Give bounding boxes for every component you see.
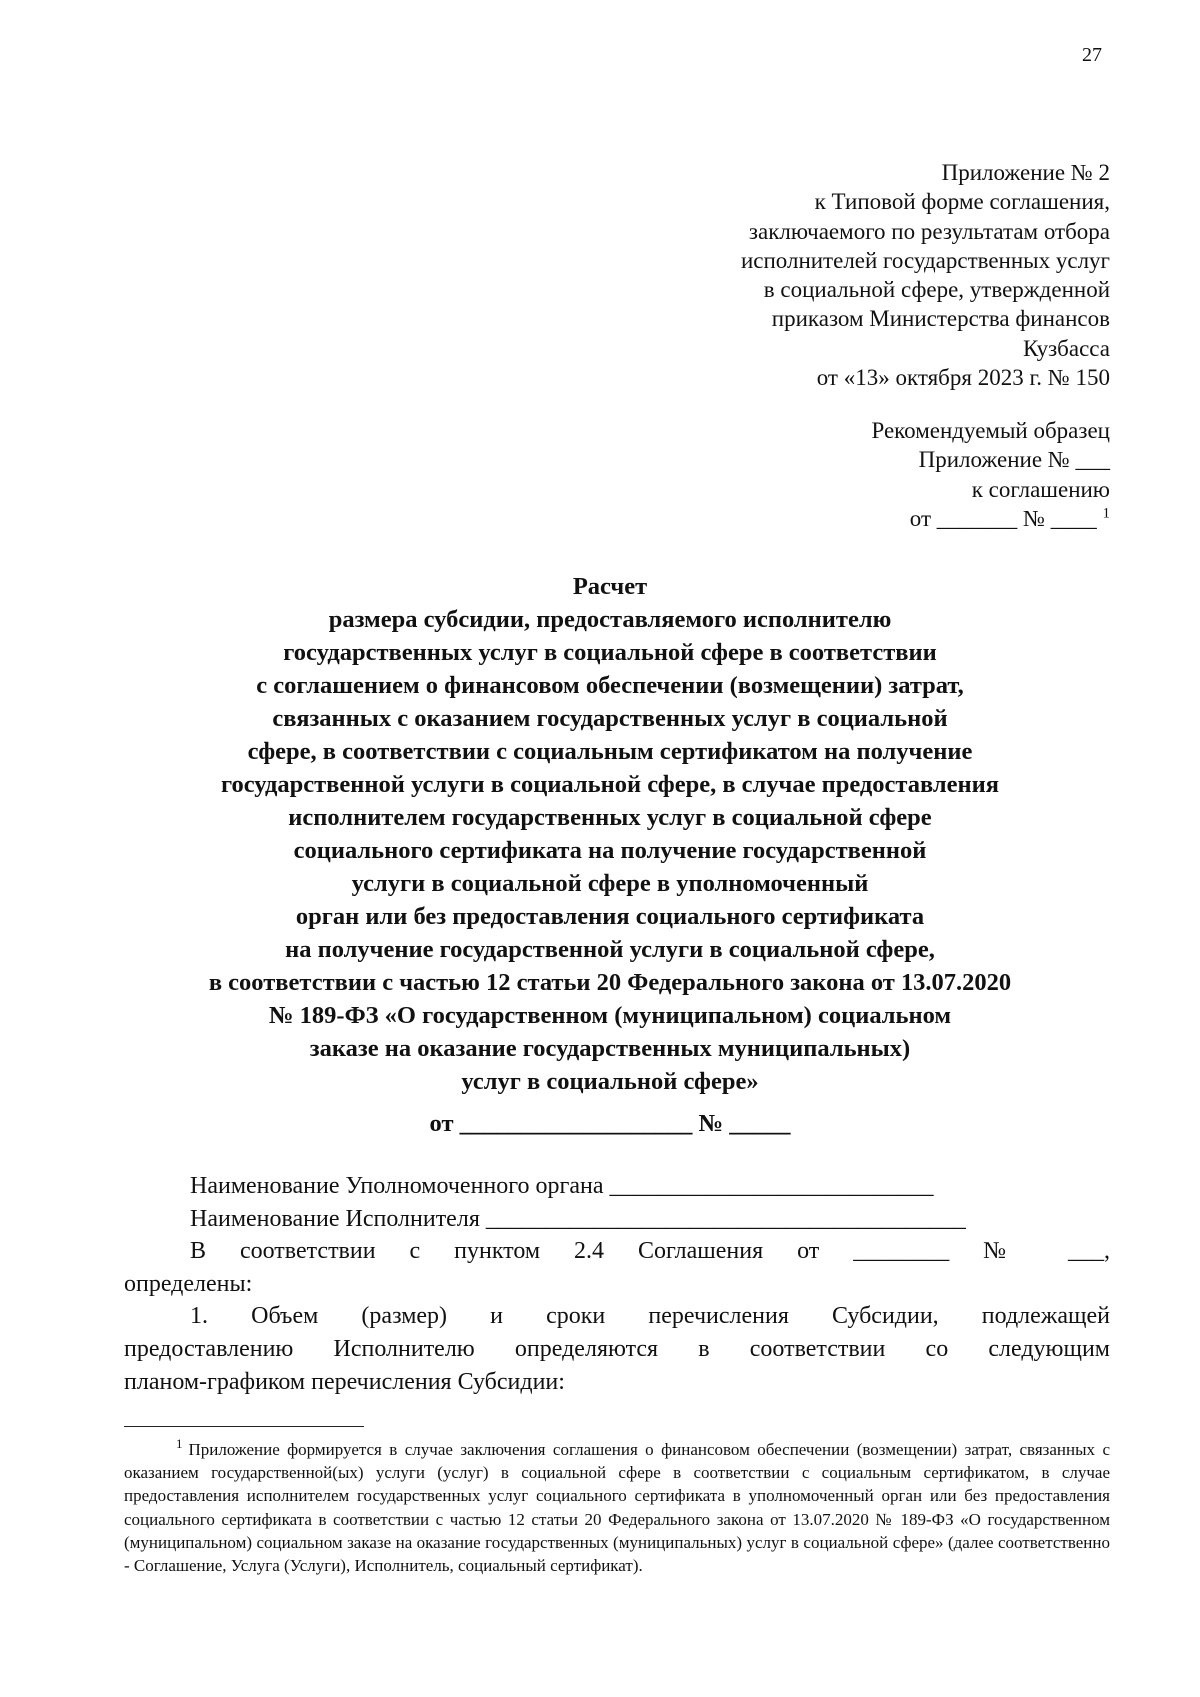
title-line: социального сертификата на получение государственной <box>293 837 927 864</box>
document-body <box>124 1170 1110 1398</box>
agreement-date-line <box>610 504 1110 533</box>
title-line: № 189-ФЗ «О государственном (муниципальном) социальном <box>268 1002 952 1029</box>
executor-name-line: Наименование Исполнителя ________________________________________ <box>190 1205 966 1232</box>
page-number: 27 <box>1082 44 1102 66</box>
title-line: связанных с оказанием государственных услуг в социальной <box>272 705 948 732</box>
recommended-sample-block <box>610 416 1110 533</box>
title-line: государственных услуг в социальной сфере в соответствии <box>283 639 937 666</box>
clause-line: определены: <box>124 1270 253 1297</box>
appendix-header-line: в социальной сфере, утвержденной <box>763 277 1110 303</box>
appendix-header-line: заключаемого по результатам отбора <box>748 218 1110 244</box>
document-title <box>100 570 1120 1098</box>
appendix-header-line: исполнителей государственных услуг <box>740 247 1110 273</box>
title-line: заказе на оказание государственных муниципальных) <box>309 1035 911 1062</box>
appendix-header-line: Приложение № 2 <box>941 160 1110 185</box>
clause-line: В соответствии с пунктом 2.4 Соглашения от ________ № ___, <box>190 1238 1110 1265</box>
title-line: услуг в социальной сфере» <box>461 1068 759 1095</box>
footnote <box>124 1438 1110 1577</box>
footnote-divider <box>124 1426 364 1427</box>
item-1-line: 1. Объем (размер) и сроки перечисления Субсидии, подлежащей <box>190 1303 1110 1330</box>
authority-name-line: Наименование Уполномоченного органа ___________________________ <box>190 1173 934 1199</box>
title-line: размера субсидии, предоставляемого исполнителю <box>328 606 892 633</box>
appendix-number-line: Приложение № ___ <box>918 447 1110 473</box>
appendix-header <box>410 158 1110 392</box>
footnote-text: Приложение формируется в случае заключения соглашения о финансовом обеспечении (возмещении) затрат, связанных с оказанием государственной(ых) услуги (услуг) в социальной сфере в соответствии с социальным сертификатом, в случае предоставления исполнителем государственных услуг социального сертификата в уполномоченный орган или без предоставления социального сертификата в соответствии с частью 12 статьи 20 Федерального закона от 13.07.2020 № 189-ФЗ «О государственном (муниципальном) социальном заказе на оказание государственных (муниципальных) услуг в социальной сфере» (далее соответственно - Соглашение, Услуга (Услуги), Исполнитель, социальный сертификат). <box>124 1440 1110 1576</box>
footnote-reference: 1 <box>1102 505 1110 522</box>
recommended-sample-label: Рекомендуемый образец <box>871 418 1110 443</box>
appendix-header-line: приказом Министерства финансов <box>771 306 1110 332</box>
title-line: в соответствии с частью 12 статьи 20 Федерального закона от 13.07.2020 <box>208 969 1012 996</box>
to-agreement-line: к соглашению <box>971 476 1110 502</box>
title-line: на получение государственной услуги в социальной сфере, <box>285 936 935 963</box>
item-1-line: планом-графиком перечисления Субсидии: <box>124 1368 565 1395</box>
title-date-line: от ___________________ № _____ <box>429 1110 791 1137</box>
appendix-header-line: от «13» октября 2023 г. № 150 <box>816 365 1110 391</box>
title-line: государственной услуги в социальной сфере, в случае предоставления <box>220 771 1000 798</box>
agreement-date-text: от _______ № ____ <box>909 505 1097 531</box>
title-line: орган или без предоставления социального сертификата <box>295 903 925 930</box>
appendix-header-line: Кузбасса <box>1022 335 1110 361</box>
title-line: услуги в социальной сфере в уполномоченный <box>351 870 869 897</box>
title-line: исполнителем государственных услуг в социальной сфере <box>288 804 932 831</box>
appendix-header-line: к Типовой форме соглашения, <box>814 189 1110 215</box>
item-1-line: предоставлению Исполнителю определяются в соответствии со следующим <box>124 1335 1110 1362</box>
title-line: с соглашением о финансовом обеспечении (возмещении) затрат, <box>256 672 964 699</box>
title-line: сфере, в соответствии с социальным сертификатом на получение <box>247 738 973 765</box>
footnote-mark: 1 <box>176 1436 183 1452</box>
title-line: Расчет <box>572 573 648 600</box>
